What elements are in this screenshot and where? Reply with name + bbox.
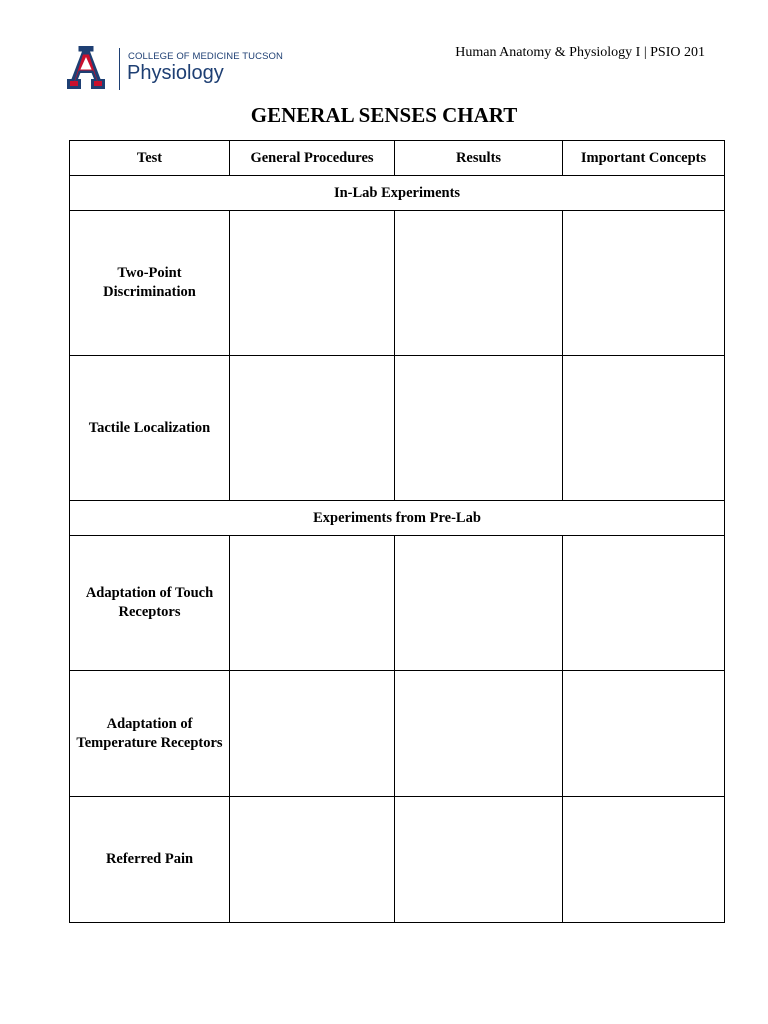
logo-divider <box>119 48 120 90</box>
section-row-in-lab <box>70 176 725 211</box>
important-concepts-cell[interactable] <box>563 536 725 671</box>
general-procedures-cell[interactable] <box>230 797 395 923</box>
college-name: COLLEGE OF MEDICINE TUCSON <box>128 51 283 62</box>
page-title: GENERAL SENSES CHART <box>250 103 518 127</box>
general-procedures-cell[interactable] <box>230 356 395 501</box>
general-procedures-cell[interactable] <box>230 211 395 356</box>
important-concepts-cell[interactable] <box>563 797 725 923</box>
test-name-cell: Adaptation of Touch Receptors <box>70 536 230 671</box>
table-row-adaptation-touch <box>70 536 725 671</box>
section-label-pre-lab: Experiments from Pre-Lab <box>70 501 725 536</box>
column-header-test: Test <box>70 141 230 176</box>
test-name-cell: Adaptation of Temperature Receptors <box>70 671 230 797</box>
course-title: Human Anatomy & Physiology I | PSIO 201 <box>455 45 705 60</box>
general-procedures-cell[interactable] <box>230 671 395 797</box>
column-header-general-procedures: General Procedures <box>230 141 395 176</box>
results-cell[interactable] <box>395 536 563 671</box>
column-header-important-concepts: Important Concepts <box>563 141 725 176</box>
test-name-cell: Referred Pain <box>70 797 230 923</box>
results-cell[interactable] <box>395 671 563 797</box>
table-header-row <box>70 141 725 176</box>
table-row-two-point-discrimination <box>70 211 725 356</box>
table-row-tactile-localization <box>70 356 725 501</box>
results-cell[interactable] <box>395 211 563 356</box>
test-name-cell: Two-Point Discrimination <box>70 211 230 356</box>
important-concepts-cell[interactable] <box>563 211 725 356</box>
test-name-cell: Tactile Localization <box>70 356 230 501</box>
general-senses-table <box>69 140 725 923</box>
column-header-results: Results <box>395 141 563 176</box>
block-a-logo-icon <box>64 46 108 90</box>
section-row-pre-lab <box>70 501 725 536</box>
department-name: Physiology <box>127 62 224 84</box>
university-logo <box>64 46 304 94</box>
table-row-referred-pain <box>70 797 725 923</box>
general-procedures-cell[interactable] <box>230 536 395 671</box>
section-label-in-lab: In-Lab Experiments <box>70 176 725 211</box>
important-concepts-cell[interactable] <box>563 671 725 797</box>
important-concepts-cell[interactable] <box>563 356 725 501</box>
table-row-adaptation-temperature <box>70 671 725 797</box>
results-cell[interactable] <box>395 356 563 501</box>
results-cell[interactable] <box>395 797 563 923</box>
